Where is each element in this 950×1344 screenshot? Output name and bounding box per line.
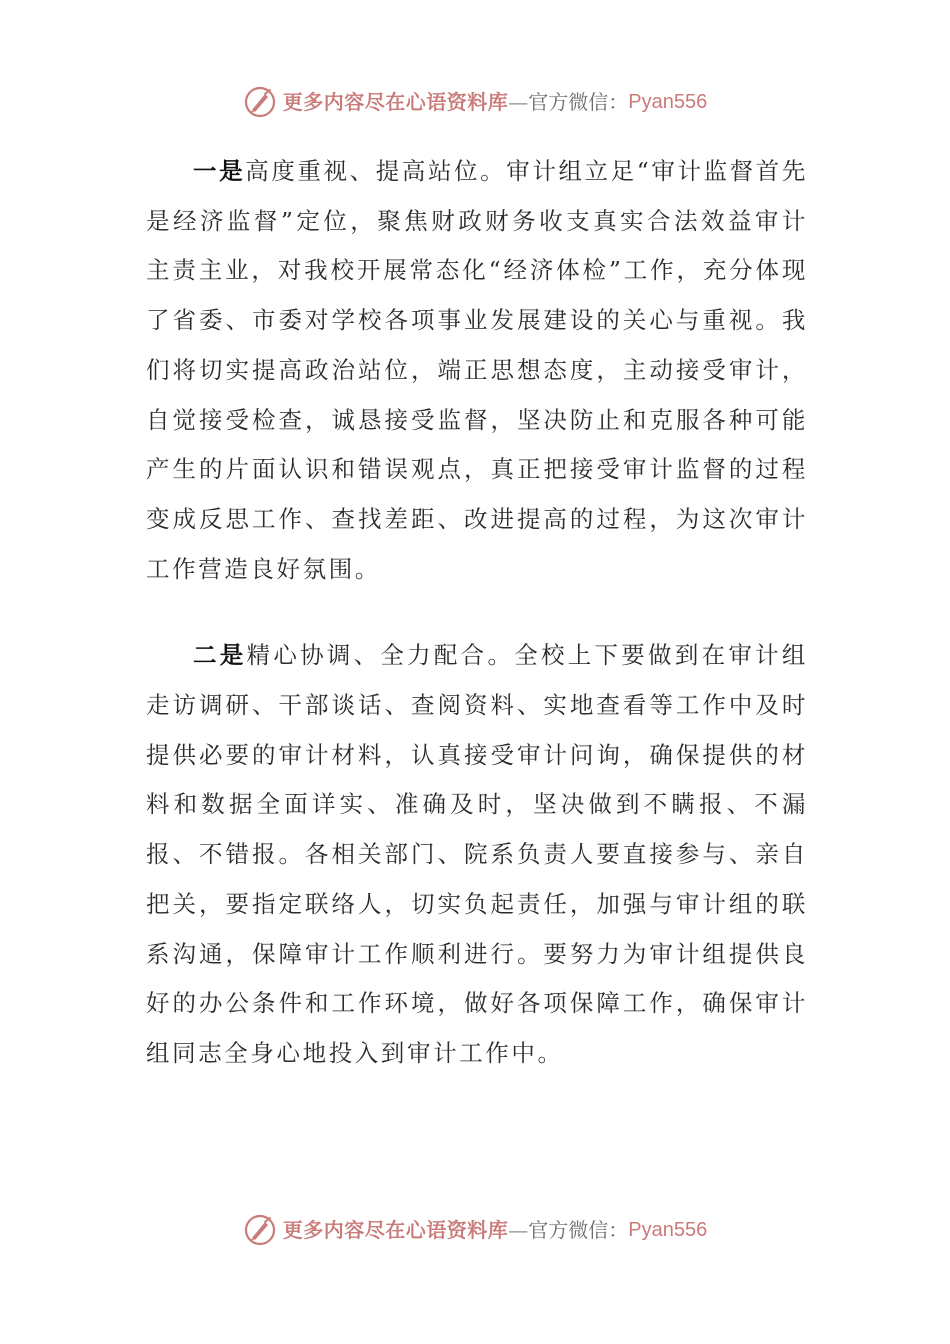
header-banner-separator: — bbox=[508, 90, 529, 114]
footer-banner-text bbox=[283, 1220, 707, 1240]
header-banner bbox=[0, 82, 950, 122]
header-banner-text bbox=[283, 92, 707, 112]
footer-banner-account: Pyan556 bbox=[628, 1219, 708, 1241]
paragraph-1-lead: 一是 bbox=[193, 157, 246, 185]
header-banner-account: Pyan556 bbox=[628, 91, 708, 113]
header-banner-title: 更多内容尽在心语资料库 bbox=[282, 90, 509, 114]
paragraph-2-text: 精心协调、全力配合。全校上下要做到在审计组走访调研、干部谈话、查阅资料、实地查看等工作中及时提供必要的审计材料，认真接受审计问询，确保提供的材料和数据全面详实、准确及时，坚决做到不瞒报、不漏报、不错报。各相关部门、院系负责人要直接参与、亲自把关，要指定联络人，切实负起责任，加强与审计组的联系沟通，保障审计工作顺利进行。要努力为审计组提供良好的办公条件和工作环境，做好各项保障工作，确保审计组同志全身心地投入到审计工作中。 bbox=[146, 641, 808, 1067]
paragraph-2 bbox=[146, 631, 808, 1078]
footer-banner bbox=[0, 1210, 950, 1250]
header-banner-label: 官方微信： bbox=[528, 90, 629, 114]
document-body bbox=[146, 147, 808, 1079]
paragraph-1 bbox=[146, 147, 808, 594]
quill-pen-logo-icon bbox=[243, 1213, 277, 1247]
paragraph-2-lead: 二是 bbox=[193, 641, 247, 670]
footer-banner-title: 更多内容尽在心语资料库 bbox=[282, 1218, 509, 1242]
footer-banner-label: 官方微信： bbox=[528, 1218, 629, 1242]
footer-banner-separator: — bbox=[508, 1218, 529, 1242]
paragraph-1-text: 高度重视、提高站位。审计组立足“审计监督首先是经济监督”定位，聚焦财政财务收支真实合法效益审计主责主业，对我校开展常态化“经济体检”工作，充分体现了省委、市委对学校各项事业发展建设的关心与重视。我们将切实提高政治站位，端正思想态度，主动接受审计，自觉接受检查，诚恳接受监督，坚决防止和克服各种可能产生的片面认识和错误观点，真正把接受审计监督的过程变成反思工作、查找差距、改进提高的过程，为这次审计工作营造良好氛围。 bbox=[146, 157, 809, 583]
quill-pen-logo-icon bbox=[243, 85, 277, 119]
